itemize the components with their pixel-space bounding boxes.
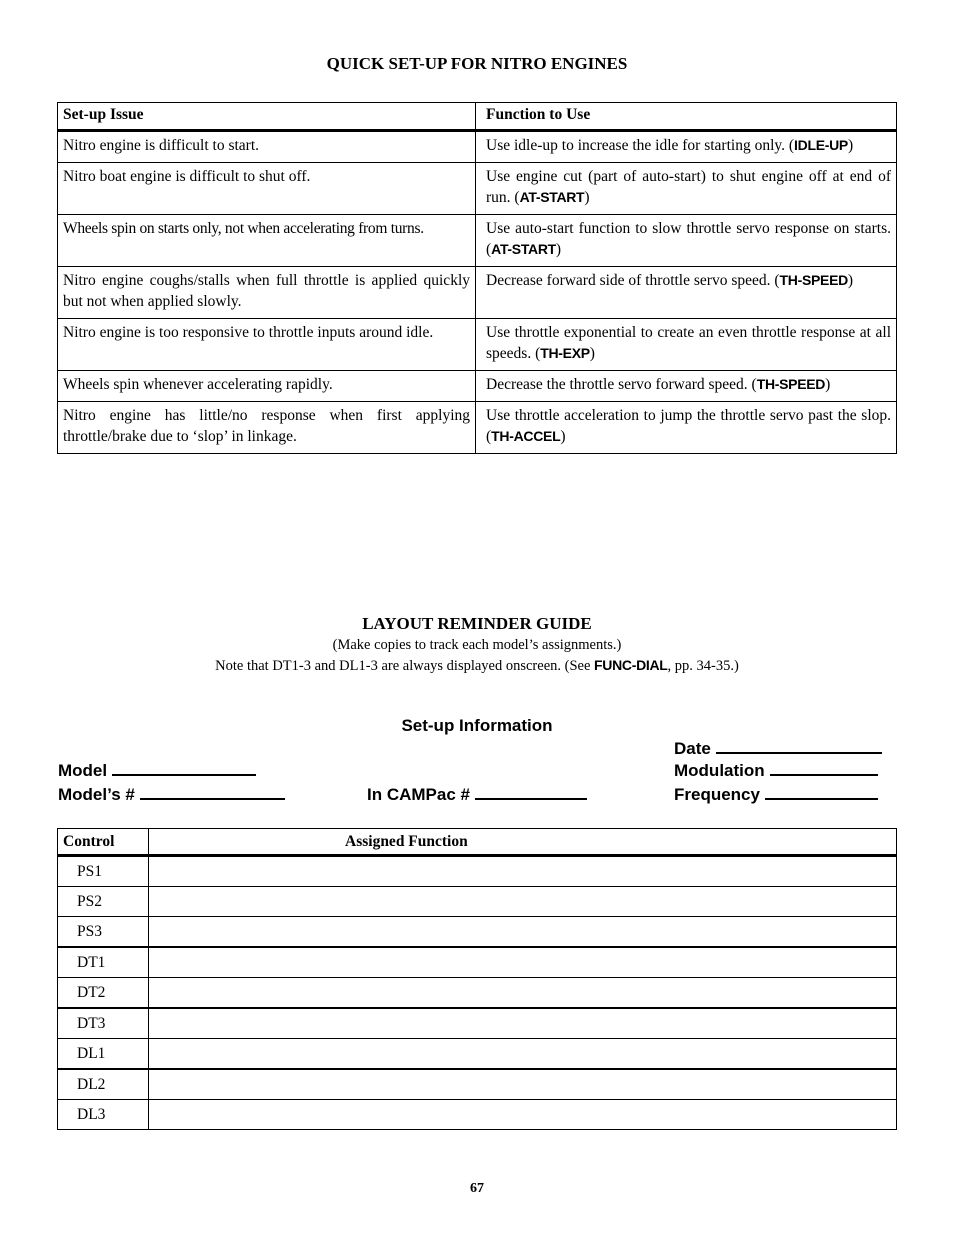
function-code: TH-EXP [540,345,590,361]
control-label: PS1 [58,856,149,887]
issue-cell: Nitro engine is too responsive to throttle inputs around idle. [58,319,476,371]
table-row [58,267,897,319]
control-label: DT2 [58,978,149,1009]
assigned-function-cell[interactable] [149,1100,897,1130]
table-row [58,402,897,454]
assigned-function-cell[interactable] [149,1008,897,1039]
assigned-function-cell[interactable] [149,978,897,1009]
model-number-label: Model’s # [58,785,135,804]
header-setup-issue: Set-up Issue [58,103,476,131]
modulation-blank-line[interactable] [770,760,878,776]
function-close: ) [560,428,566,445]
date-field [674,738,882,759]
campac-label: In CAMPac # [367,785,470,804]
function-text: Use throttle exponential to create an even throttle response at all speeds. ( [486,324,891,362]
table-header-row [58,103,897,131]
assigned-function-cell[interactable] [149,856,897,887]
control-label: DL1 [58,1039,149,1070]
function-text: Use throttle acceleration to jump the throttle servo past the slop. ( [486,407,891,445]
table-row [58,1100,897,1130]
assigned-function-cell[interactable] [149,947,897,978]
issue-cell: Nitro engine is difficult to start. [58,131,476,163]
issue-cell: Wheels spin on starts only, not when accelerating from turns. [58,215,476,267]
header-assigned-function: Assigned Function [149,829,897,856]
issue-cell: Wheels spin whenever accelerating rapidly. [58,371,476,402]
table-row [58,917,897,948]
function-cell [476,131,897,163]
function-close: ) [847,137,854,154]
assigned-function-cell[interactable] [149,1039,897,1070]
modulation-field [674,760,878,781]
header-control: Control [58,829,149,856]
assigned-function-cell[interactable] [149,917,897,948]
table-row [58,1039,897,1070]
page-number: 67 [470,1181,484,1196]
date-blank-line[interactable] [716,738,882,754]
function-code: TH-SPEED [756,376,826,392]
function-close: ) [555,241,562,258]
layout-guide-title: LAYOUT REMINDER GUIDE [362,614,592,633]
model-blank-line[interactable] [112,760,256,776]
table-row [58,319,897,371]
function-text: Decrease the throttle servo forward speed. ( [486,376,757,393]
note-text: Note that DT1-3 and DL1-3 are always displayed onscreen. (See [215,658,595,674]
setup-info-heading: Set-up Information [401,716,553,735]
function-code: IDLE-UP [794,137,848,153]
frequency-field [674,784,878,805]
layout-guide-note [0,657,954,675]
note-code: FUNC-DIAL [594,657,668,673]
function-code: AT-START [519,189,585,205]
quick-setup-table [57,102,897,454]
function-text: Use idle-up to increase the idle for starting only. ( [486,137,795,154]
table-row [58,947,897,978]
function-cell [476,215,897,267]
issue-cell: Nitro engine has little/no response when first applying throttle/brake due to ‘slop’ in linkage. [58,402,476,454]
note-text-end: , pp. 34-35.) [667,658,739,674]
assigned-function-cell[interactable] [149,887,897,917]
function-close: ) [847,272,854,289]
model-number-blank-line[interactable] [140,784,285,800]
issue-cell: Nitro engine coughs/stalls when full throttle is applied quickly but not when applied slowly. [58,267,476,319]
control-label: PS3 [58,917,149,948]
header-function-to-use: Function to Use [476,103,897,131]
function-code: AT-START [491,241,556,257]
control-label: DL2 [58,1069,149,1100]
function-cell [476,267,897,319]
function-code: TH-SPEED [779,272,848,288]
layout-reminder-table [57,828,897,1130]
table-row [58,887,897,917]
model-field [58,760,256,781]
campac-blank-line[interactable] [475,784,587,800]
table-row [58,1069,897,1100]
function-close: ) [589,345,595,362]
function-cell [476,319,897,371]
function-close: ) [825,376,831,393]
function-text: Use auto-start function to slow throttle servo response on starts. ( [486,220,891,258]
table-row [58,978,897,1009]
issue-cell: Nitro boat engine is difficult to shut off. [58,163,476,215]
model-label: Model [58,761,108,780]
function-cell [476,371,897,402]
table-row [58,131,897,163]
assigned-function-cell[interactable] [149,1069,897,1100]
control-label: DT1 [58,947,149,978]
table-row [58,163,897,215]
function-code: TH-ACCEL [491,428,561,444]
date-label: Date [674,739,711,758]
function-close: ) [584,189,590,206]
control-label: DL3 [58,1100,149,1130]
frequency-label: Frequency [674,785,760,804]
quick-setup-title: QUICK SET-UP FOR NITRO ENGINES [326,54,628,73]
control-label: PS2 [58,887,149,917]
function-cell [476,402,897,454]
table-row [58,371,897,402]
campac-field [367,784,587,805]
table-row [58,215,897,267]
control-label: DT3 [58,1008,149,1039]
frequency-blank-line[interactable] [765,784,878,800]
layout-guide-subtitle: (Make copies to track each model’s assignments.) [332,637,622,653]
function-cell [476,163,897,215]
function-text: Use engine cut (part of auto-start) to shut engine off at end of run. ( [486,168,891,206]
modulation-label: Modulation [674,761,765,780]
table-header-row [58,829,897,856]
function-text: Decrease forward side of throttle servo speed. ( [486,272,780,289]
table-row [58,1008,897,1039]
table-row [58,856,897,887]
model-number-field [58,784,285,805]
